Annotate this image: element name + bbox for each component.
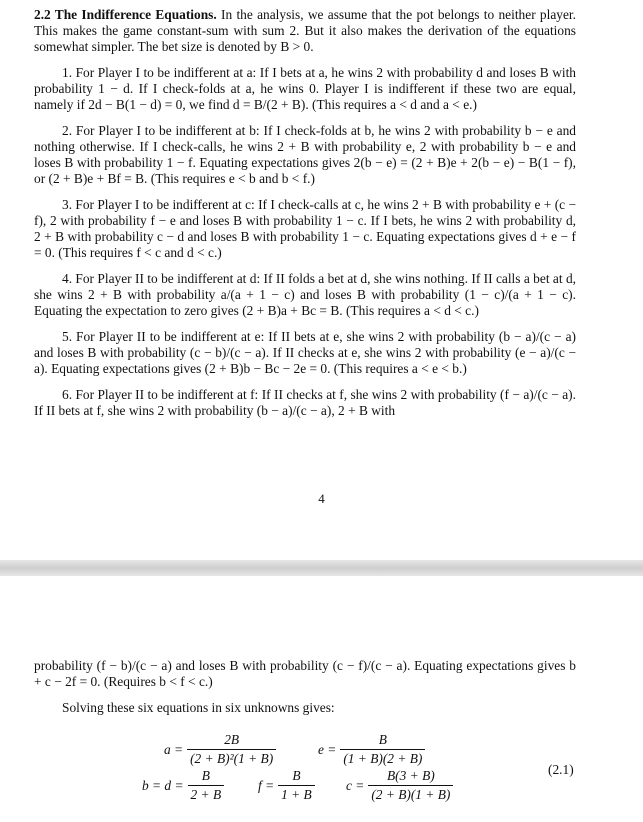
equation-bd-denominator: 2 + B	[188, 785, 225, 803]
equation-f-fraction	[278, 768, 315, 803]
equation-a-fraction	[187, 732, 276, 767]
equation-c-numerator: B(3 + B)	[387, 768, 435, 783]
equation-e-denominator: (1 + B)(2 + B)	[340, 749, 425, 767]
equation-f	[258, 768, 315, 803]
equation-a-denominator: (2 + B)²(1 + B)	[187, 749, 276, 767]
equation-e-lhs: e =	[318, 741, 337, 757]
equation-a	[164, 732, 276, 767]
equation-c-fraction	[368, 768, 453, 803]
item-3: 3. For Player I to be indifferent at c: If I check-calls at c, he wins 2 + B with probability e + (c − f), 2 with probability f − e and loses B with probability 1 − c. If I bets, he wins 2 with probability d, 2 + B with probability c − d and loses B with probability 1 − c. Equating expectations gives d + e − f = 0. (This requires f < c and d < c.)	[34, 197, 576, 260]
equation-a-numerator: 2B	[224, 732, 240, 747]
intro-paragraph	[34, 7, 576, 55]
item-4: 4. For Player II to be indifferent at d: If II folds a bet at d, she wins nothing. If II calls a bet at d, she wins 2 + B with probability a/(a + 1 − c) and loses B with probability (1 − c)/(a + 1 − c). Equating the expectation to zero gives (2 + B)a + Bc = B. (This requires a < d < c.)	[34, 271, 576, 318]
equation-bd-lhs: b = d =	[142, 777, 184, 793]
equation-f-lhs: f =	[258, 777, 275, 793]
item-1: 1. For Player I to be indifferent at a: If I bets at a, he wins 2 with probability d and loses B with probability 1 − d. If I check-folds at a, he wins 0. Player I is indifferent if these two are equal, namely if 2d − B(1 − d) = 0, we find d = B/(2 + B). (This requires a < d and a < e.)	[34, 65, 576, 112]
equation-a-lhs: a =	[164, 741, 184, 757]
equation-f-denominator: 1 + B	[278, 785, 315, 803]
equation-number: (2.1)	[548, 762, 574, 777]
section-heading: 2.2 The Indifference Equations.	[34, 7, 217, 22]
equation-f-numerator: B	[292, 768, 301, 783]
item-6: 6. For Player II to be indifferent at f: If II checks at f, she wins 2 with probability (f − a)/(c − a). If II bets at f, she wins 2 with probability (b − a)/(c − a), 2 + B with	[34, 387, 576, 418]
equation-c	[346, 768, 453, 803]
equation-bd	[142, 768, 224, 803]
page-bottom	[0, 576, 643, 822]
equation-bd-numerator: B	[201, 768, 210, 783]
equation-e-numerator: B	[378, 732, 387, 747]
equation-e-fraction	[340, 732, 425, 767]
solving-line: Solving these six equations in six unknowns gives:	[62, 700, 335, 715]
page-top-text	[34, 7, 576, 429]
item-5: 5. For Player II to be indifferent at e: If II bets at e, she wins 2 with probability (b − a)/(c − a) and loses B with probability (c − b)/(c − a). If II checks at e, she wins 2 with probability (e − a)/(c − a). Equating expectations gives (2 + B)b − Bc − 2e = 0. (This requires a < e < b.)	[34, 329, 576, 376]
continuation-paragraph: probability (f − b)/(c − a) and loses B with probability (c − f)/(c − a). Equating expectations gives b + c − 2f = 0. (Requires b < f < c.)	[34, 658, 576, 689]
equation-e	[318, 732, 425, 767]
equation-bd-fraction	[188, 768, 225, 803]
page-number: 4	[318, 491, 325, 506]
page-bottom-text	[34, 658, 576, 726]
item-2: 2. For Player I to be indifferent at b: If I check-folds at b, he wins 2 with probability b − e and nothing otherwise. If I check-calls, he wins 2 + B with probability e, 2 with probability b − e and loses B with probability 1 − f. Equating expectations gives 2(b − e) = (2 + B)e + 2(b − e) − B(1 − f), or (2 + B)e + Bf = B. (This requires e < b and b < f.)	[34, 123, 576, 186]
page-separator	[0, 560, 643, 576]
equation-c-denominator: (2 + B)(1 + B)	[368, 785, 453, 803]
intro-text: In the analysis, we assume that the pot belongs to neither player. This makes the game constant-sum with sum 2. But it also makes the derivation of the equations somewhat simpler. The bet size is denoted by B > 0.	[34, 7, 576, 54]
equation-c-lhs: c =	[346, 777, 365, 793]
